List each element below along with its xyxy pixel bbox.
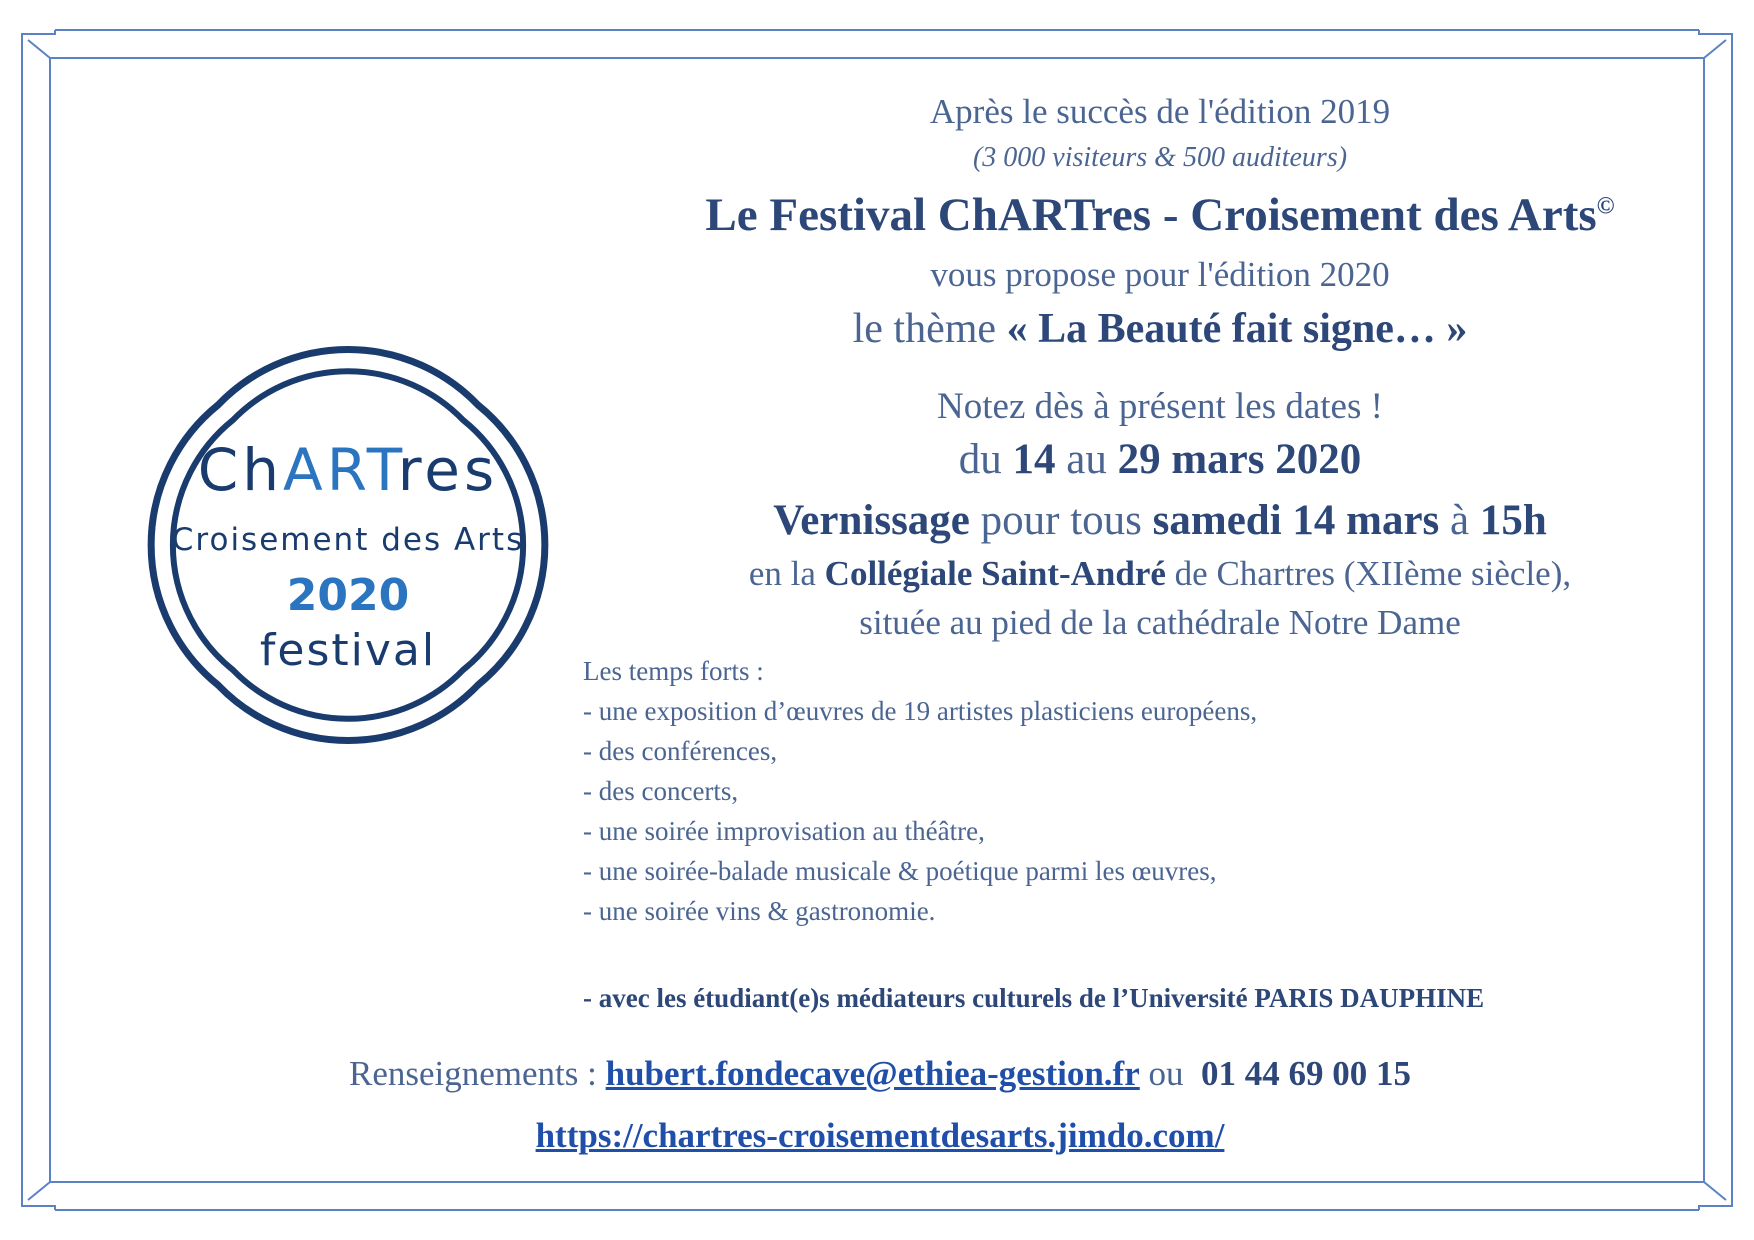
- website-line: [536, 1116, 1225, 1156]
- venue-line: en la Collégiale Saint-André de Chartres (XIIème siècle),: [748, 554, 1572, 593]
- logo-subtitle: Croisement des Arts: [171, 522, 525, 558]
- students-note: - avec les étudiant(e)s médiateurs culturels de l’Université PARIS DAUPHINE: [583, 983, 1485, 1013]
- logo-brand: ChARTres: [197, 436, 499, 504]
- venue-location: située au pied de la cathédrale Notre Dame: [859, 603, 1461, 642]
- visitor-count: (3 000 visiteurs & 500 auditeurs): [972, 142, 1348, 173]
- list-item: - des conférences,: [583, 736, 778, 766]
- email-link[interactable]: hubert.fondecave@ethiea-gestion.fr: [605, 1054, 1140, 1093]
- festival-title: Le Festival ChARTres - Croisement des Arts©: [705, 189, 1615, 241]
- dates-note: Notez dès à présent les dates !: [937, 386, 1383, 427]
- highlights-heading: Les temps forts :: [583, 656, 764, 686]
- vernissage-line: Vernissage pour tous samedi 14 mars à 15h: [773, 497, 1547, 544]
- list-item: - des concerts,: [583, 776, 739, 806]
- edition-line: vous propose pour l'édition 2020: [930, 255, 1390, 294]
- copyright-mark: ©: [1596, 193, 1615, 220]
- date-range: du 14 au 29 mars 2020: [958, 436, 1362, 483]
- intro-line: Après le succès de l'édition 2019: [929, 92, 1391, 131]
- website-link[interactable]: https://chartres-croisementdesarts.jimdo.com/: [535, 1116, 1225, 1155]
- list-item: - une exposition d’œuvres de 19 artistes plasticiens européens,: [583, 696, 1258, 726]
- phone-number: 01 44 69 00 15: [1201, 1054, 1412, 1093]
- list-item: - une soirée improvisation au théâtre,: [583, 816, 985, 846]
- contact-line: Renseignements : hubert.fondecave@ethiea-gestion.fr ou 01 44 69 00 15: [348, 1054, 1412, 1093]
- logo-year: 2020: [286, 570, 410, 621]
- theme-line: le thème « La Beauté fait signe… »: [852, 306, 1468, 352]
- logo-word: festival: [259, 625, 437, 676]
- theme-title: « La Beauté fait signe… »: [1006, 306, 1468, 352]
- festival-logo: [88, 285, 608, 805]
- list-item: - une soirée-balade musicale & poétique parmi les œuvres,: [583, 856, 1217, 886]
- list-item: - une soirée vins & gastronomie.: [583, 896, 936, 926]
